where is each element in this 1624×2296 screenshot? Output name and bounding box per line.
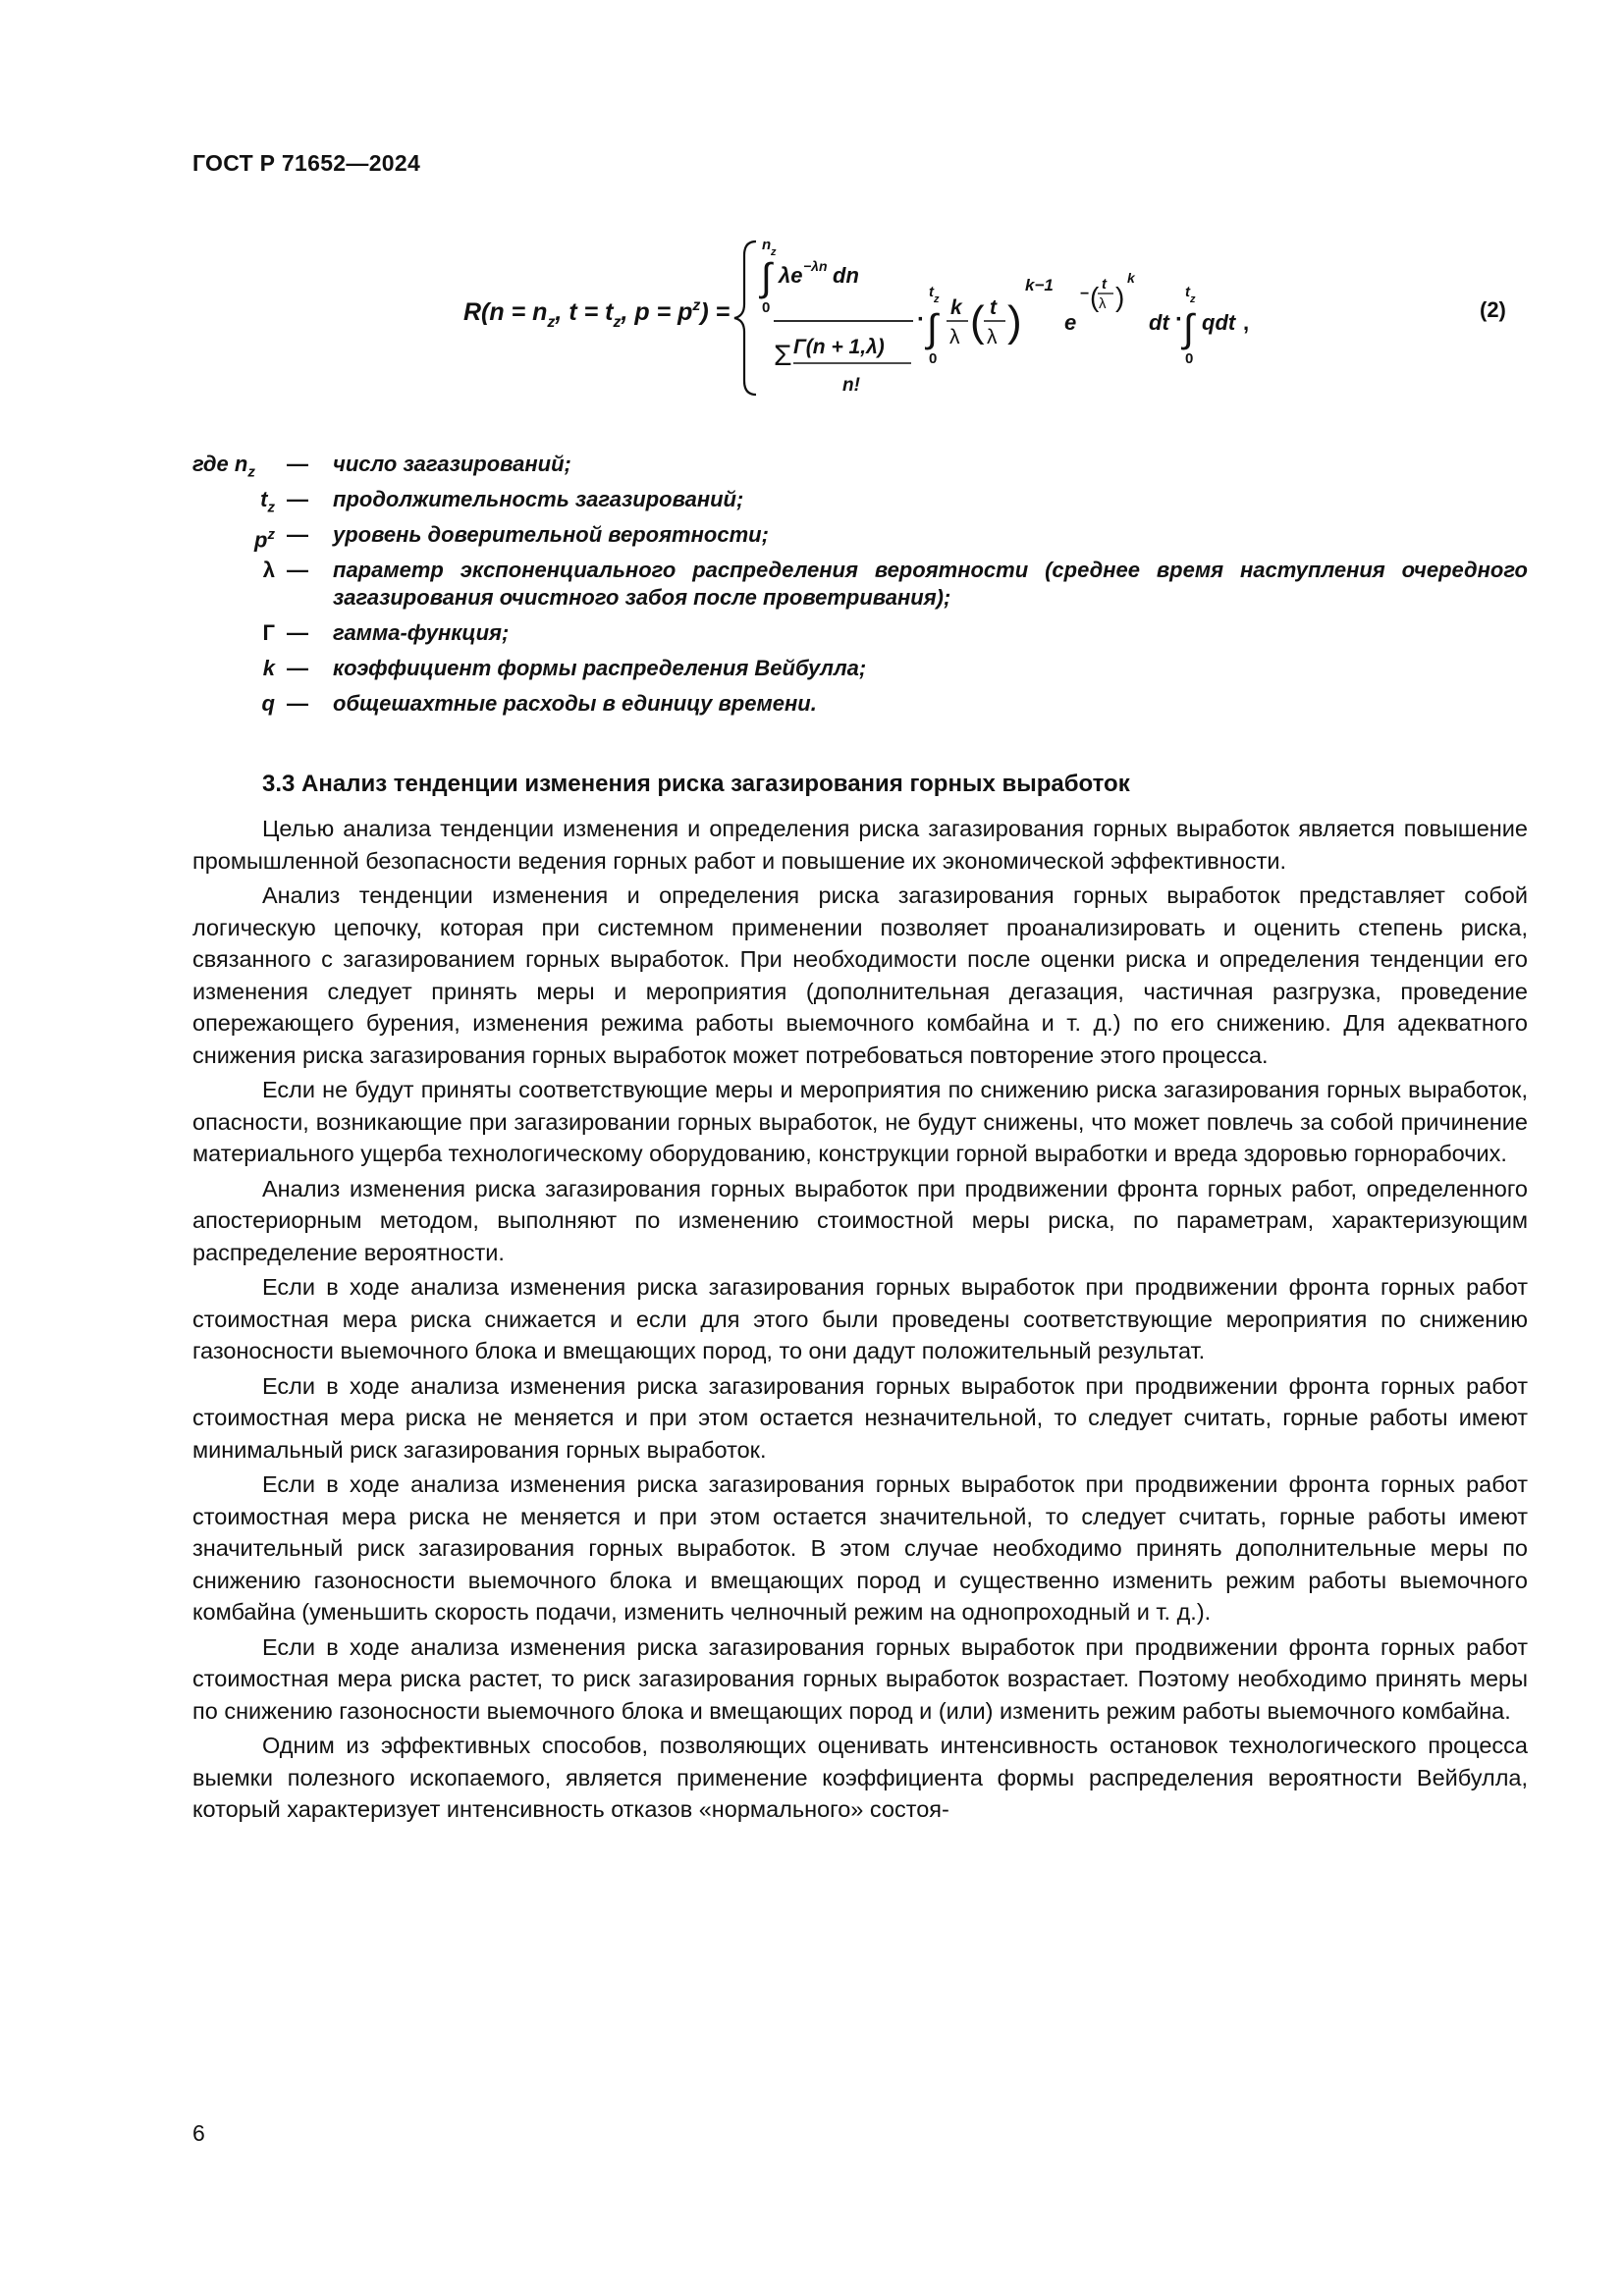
definition-item: k — коэффициент формы распределения Вейбулла; (192, 655, 1528, 682)
integral-1: ∫ (761, 256, 772, 299)
svg-text:n!: n! (842, 375, 860, 396)
svg-text:): ) (1115, 282, 1125, 312)
equation-number: (2) (1480, 297, 1506, 322)
svg-text:): ) (1007, 297, 1022, 346)
definition-symbol: q (261, 691, 275, 716)
svg-text:Σ: Σ (774, 340, 792, 372)
paragraph: Анализ тенденции изменения и определения риска загазирования горных выработок представляет собой логическую цепочку, которая при системном применении позволяет проанализировать и оценить степень риска, связанного с загазированием горных выработок. При необходимости после оценки риска и определения тенденции его изменения следует принять меры и мероприятия (дополнительная дегазация, частичная разгрузка, проведение опережающего бурения, изменения режима работы выемочного комбайна и т. д.) по его снижению. Для адекватного снижения риска загазирования горных выработок может потребоваться повторение этого процесса. (192, 882, 1528, 1068)
svg-text:·: · (917, 306, 925, 333)
svg-text:Γ(n + 1,λ): Γ(n + 1,λ) (793, 336, 885, 358)
definition-item: $p^z$ — уровень доверительной вероятности; (192, 521, 1528, 549)
formula-graphic (461, 234, 1502, 410)
svg-text:λ: λ (949, 326, 960, 348)
definition-symbol: $p^z$ (254, 526, 275, 553)
integral-2: ∫ (927, 307, 938, 350)
svg-text:(: ( (970, 297, 985, 346)
formula (461, 234, 1502, 410)
paragraph: Если в ходе анализа изменения риска загазирования горных выработок при продвижении фронта горных работ стоимостная мера риска растет, то риск загазирования горных выработок возрастает. Поэтому необходимо принять меры по снижению газоносности выемочного блока и вмещающих пород и (или) изменить режим работы выемочного комбайна. (192, 1633, 1528, 1724)
svg-text:t: t (929, 284, 934, 300)
svg-text:·: · (1175, 306, 1183, 333)
left-brace (734, 241, 756, 395)
svg-text:0: 0 (929, 350, 938, 367)
svg-text:t: t (1102, 276, 1107, 293)
svg-text:R(n = nz, t = tz, p = pz) =: $R(n = n_z$, $t = t_z$, $p = p^z$) = (463, 297, 731, 331)
definition-item: λ — параметр экспоненциального распределения вероятности (среднее время наступления очередного загазирования очистного забоя после проветривания); (192, 557, 1528, 612)
svg-text:n: n (762, 237, 772, 253)
svg-text:,: , (1243, 310, 1250, 335)
svg-text:dn: dn (833, 263, 859, 288)
paragraph: Целью анализа тенденции изменения и определения риска загазирования горных выработок является повышение промышленной безопасности ведения горных работ и повышение их экономической эффективности. (192, 816, 1528, 874)
svg-text:dt: dt (1149, 310, 1169, 335)
svg-text:k: k (1127, 270, 1135, 286)
svg-text:λe: λe (779, 263, 803, 288)
svg-text:k: k (950, 296, 962, 319)
svg-text:−λn: −λn (803, 258, 828, 274)
paragraph: Если в ходе анализа изменения риска загазирования горных выработок при продвижении фронта горных работ стоимостная мера риска не меняется и при этом остается значительной, то следует считать, горные работы имеют значительный риск загазирования горных выработок. В этом случае необходимо принять дополнительные меры по снижению газоносности выемочного блока и вмещающих пород и существенно изменить режим работы выемочного комбайна (уменьшить скорость подачи, изменить челночный режим на однопроходный и т. д.). (192, 1471, 1528, 1625)
integral-3: ∫ (1183, 307, 1194, 350)
paragraph: Одним из эффективных способов, позволяющих оценивать интенсивность остановок технологического процесса выемки полезного ископаемого, является применение коэффициента формы распределения вероятности Вейбулла, который характеризует интенсивность отказов «нормального» состоя- (192, 1733, 1528, 1822)
paragraph: Если в ходе анализа изменения риска загазирования горных выработок при продвижении фронта горных работ стоимостная мера риска снижается и если для этого были проведены соответствующие мероприятия по снижению газоносности выемочного блока и вмещающих пород, то они дадут положительный результат. (192, 1274, 1528, 1363)
definition-symbol: где $n_z$ (192, 452, 255, 481)
svg-text:−: − (1080, 286, 1090, 302)
body-text (192, 813, 1528, 1829)
definition-item: q — общешахтные расходы в единицу времени. (192, 690, 1528, 718)
definition-item: $t_z$ — продолжительность загазирований; (192, 486, 1528, 513)
definition-item: Г — гамма-функция; (192, 619, 1528, 647)
paragraph: Если в ходе анализа изменения риска загазирования горных выработок при продвижении фронта горных работ стоимостная мера риска не меняется и при этом остается незначительной, то следует считать, горные работы имеют минимальный риск загазирования горных выработок. (192, 1372, 1528, 1463)
svg-text:e: e (1064, 310, 1077, 335)
document-header: ГОСТ Р 71652—2024 (192, 150, 421, 176)
definition-symbol: Г (262, 620, 275, 645)
svg-text:k−1: k−1 (1025, 276, 1054, 294)
page-number: 6 (192, 2120, 205, 2146)
paragraph: Анализ изменения риска загазирования горных выработок при продвижении фронта горных работ, определенного апостериорным методом, выполняют по изменению стоимостной меры риска, по параметрам, характеризующим распределение вероятности. (192, 1175, 1528, 1265)
definition-item: где $n_z$ — число загазирований; (192, 451, 1528, 478)
svg-text:(: ( (1090, 282, 1100, 312)
definitions-list (192, 451, 1528, 725)
svg-text:0: 0 (1185, 350, 1194, 367)
formula-lhs: R(n = n (463, 298, 548, 326)
svg-text:t: t (990, 296, 997, 319)
svg-text:qdt: qdt (1202, 310, 1236, 335)
svg-text:0: 0 (762, 299, 771, 316)
paragraph: Если не будут приняты соответствующие меры и мероприятия по снижению риска загазирования горных выработок, опасности, возникающие при загазировании горных выработок, не будут снижены, что может повлечь за собой причинение материального ущерба технологическому оборудованию, конструкции горной выработки и вреда здоровью горнорабочих. (192, 1077, 1528, 1166)
svg-text:z: z (934, 294, 940, 305)
svg-text:z: z (1190, 294, 1196, 305)
svg-text:t: t (1185, 284, 1190, 300)
definition-symbol: λ (262, 558, 275, 582)
section-title: 3.3 Анализ тенденции изменения риска загазирования горных выработок (262, 771, 1130, 797)
definition-symbol: $t_z$ (260, 487, 275, 516)
definition-symbol: k (262, 656, 275, 680)
svg-text:z: z (771, 246, 777, 258)
svg-text:λ: λ (987, 326, 998, 348)
svg-text:λ: λ (1099, 295, 1107, 312)
